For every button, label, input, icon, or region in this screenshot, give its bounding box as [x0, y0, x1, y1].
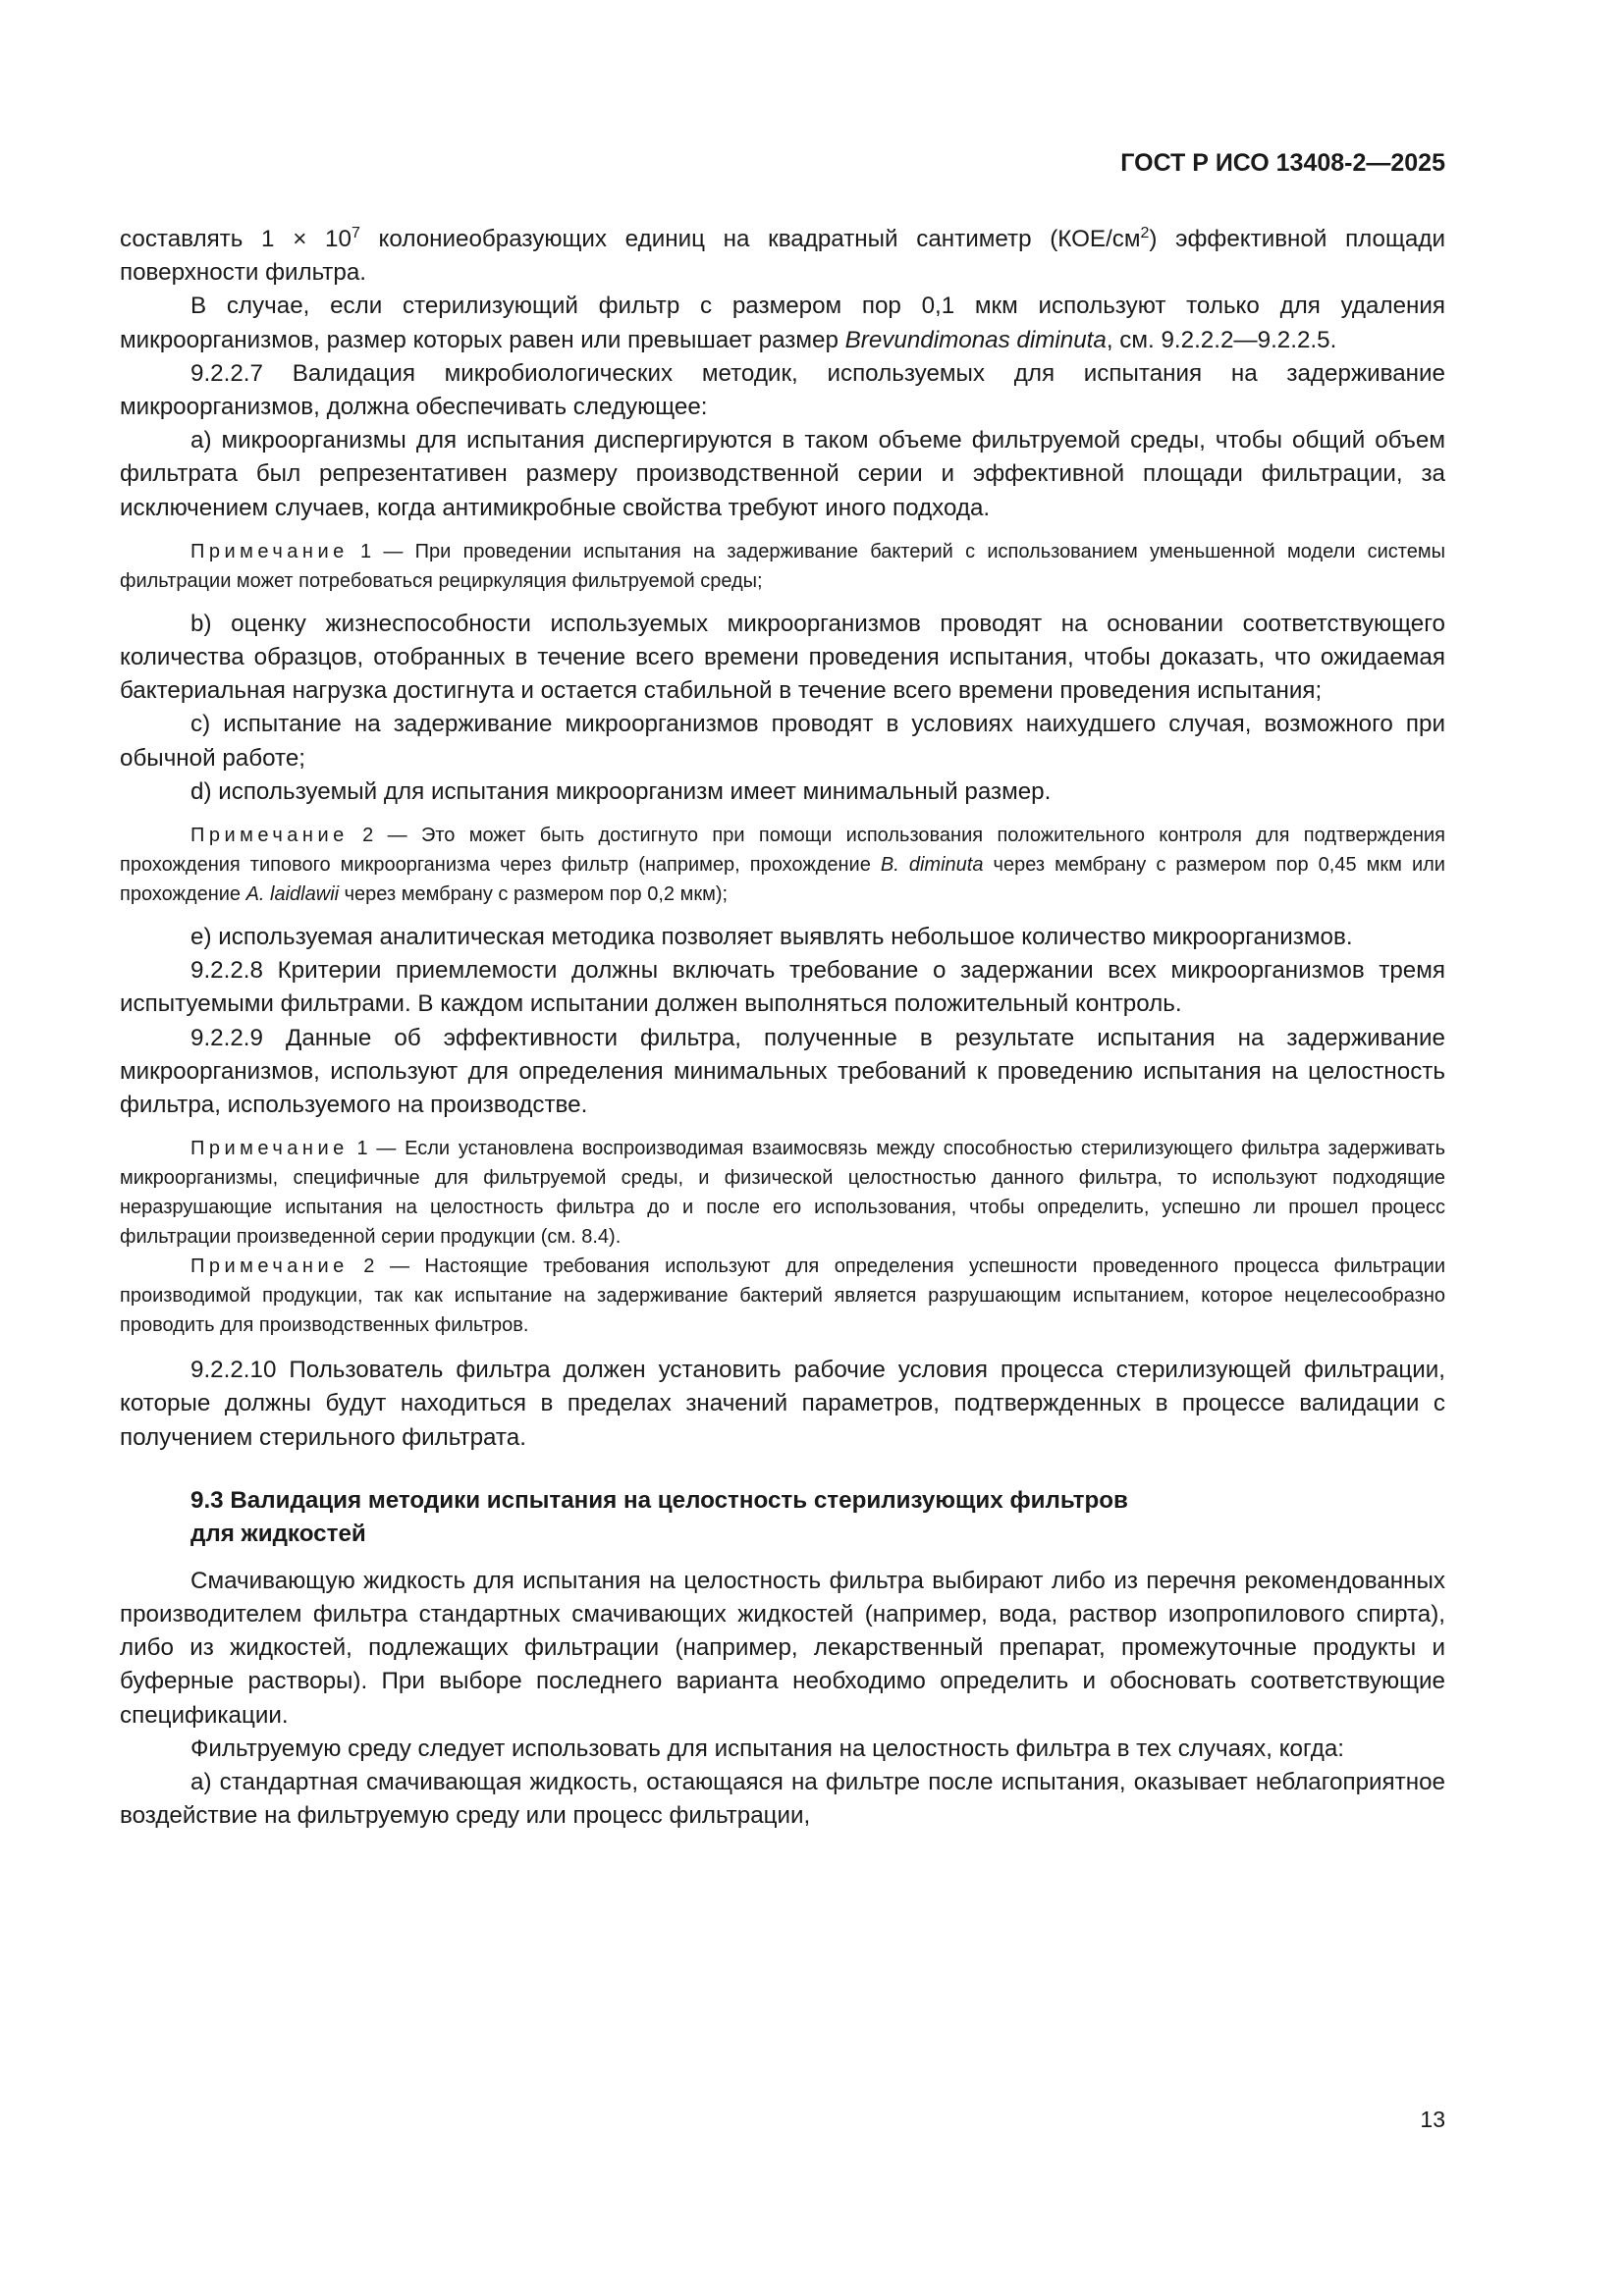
document-header: ГОСТ Р ИСО 13408-2—2025 [1120, 149, 1445, 177]
list-item-c: c) испытание на задерживание микроорганизмов проводят в условиях наихудшего случая, возможного при обычной работе; [120, 711, 1445, 772]
document-body [120, 223, 1445, 1834]
list-item-a: а) микроорганизмы для испытания диспергируются в таком объеме фильтруемой среды, чтобы общий объем фильтрата был репрезентативен размеру производственной серии и эффективной площади фильтрации, за исключением случаев, когда антимикробные свойства требуют иного подхода. [120, 427, 1445, 521]
list-item-e: e) используемая аналитическая методика позволяет выявлять небольшое количество микроорганизмов. [190, 924, 1353, 951]
note: Примечание 1 — Если установлена воспроизводимая взаимосвязь между способностью стерилизующего фильтра задерживать микроорганизмы, специфичные для фильтруемой среды, и физической целостностью данного фильтра, то используют подходящие неразрушающие испытания на целостность фильтра до и после его использования, чтобы определить, успешно ли прошел процесс фильтрации произведенной серии продукции (см. 8.4). [120, 1138, 1445, 1249]
clause-9-2-2-9: 9.2.2.9 Данные об эффективности фильтра, полученные в результате испытания на задерживание микроорганизмов, используют для определения минимальных требований к проведению испытания на целостность фильтра, используемого на производстве. [120, 1024, 1445, 1119]
clause-9-2-2-7: 9.2.2.7 Валидация микробиологических методик, используемых для испытания на задерживание микроорганизмов, должна обеспечивать следующее: [120, 359, 1445, 421]
list-item-d: d) используемый для испытания микроорганизм имеет минимальный размер. [190, 777, 1052, 805]
list-item-b: b) оценку жизнеспособности используемых микроорганизмов проводят на основании соответствующего количества образцов, отобранных в течение всего времени проведения испытания, чтобы доказать, что ожидаемая бактериальная нагрузка достигнута и остается стабильной в течение всего времени проведения испытания; [120, 610, 1445, 705]
note: Примечание 1 — При проведении испытания на задерживание бактерий с использованием уменьшенной модели системы фильтрации может потребоваться рециркуляция фильтруемой среды; [120, 540, 1445, 592]
note: Примечание 2 — Это может быть достигнуто при помощи использования положительного контроля для подтверждения прохождения типового микроорганизма через фильтр (например, прохождение B. diminuta через мембрану с размером пор 0,45 мкм или прохождение A. laidlawii через мембрану с размером пор 0,2 мкм); [120, 825, 1445, 906]
note: Примечание 2 — Настоящие требования используют для определения успешности проведенного процесса фильтрации производимой продукции, так как испытание на задерживание бактерий является разрушающим испытанием, которое нецелесообразно проводить для производственных фильтров. [120, 1255, 1445, 1337]
paragraph: составлять $1 \times 10^7$ колониеобразующих единиц на квадратный сантиметр $(КОЕ/см^2)$ эффективной площади поверхности фильтра. [120, 224, 1445, 287]
paragraph: Фильтруемую среду следует использовать для испытания на целостность фильтра в тех случаях, когда: [190, 1735, 1345, 1762]
section-heading: 9.3 Валидация методики испытания на целостность стерилизующих фильтров для жидкостей [190, 1486, 1128, 1547]
paragraph: Смачивающую жидкость для испытания на целостность фильтра выбирают либо из перечня рекомендованных производителем фильтра стандартных смачивающих жидкостей (например, вода, раствор изопропилового спирта), либо из жидкостей, подлежащих фильтрации (например, лекарственный препарат, промежуточные продукты и буферные растворы). При выборе последнего варианта необходимо определить и обосновать соответствующие спецификации. [120, 1567, 1445, 1729]
list-item-a: а) стандартная смачивающая жидкость, остающаяся на фильтре после испытания, оказывает неблагоприятное воздействие на фильтруемую среду или процесс фильтрации, [120, 1769, 1445, 1830]
paragraph: В случае, если стерилизующий фильтр с размером пор 0,1 мкм используют только для удаления микроорганизмов, размер которых равен или превышает размер Brevundimonas diminuta, см. 9.2.2.2—9.2.2.5. [120, 293, 1445, 353]
clause-9-2-2-8: 9.2.2.8 Критерии приемлемости должны включать требование о задержании всех микроорганизмов тремя испытуемыми фильтрами. В каждом испытании должен выполняться положительный контроль. [120, 957, 1445, 1018]
page-number: 13 [1420, 2107, 1445, 2132]
clause-9-2-2-10: 9.2.2.10 Пользователь фильтра должен установить рабочие условия процесса стерилизующей фильтрации, которые должны будут находиться в пределах значений параметров, подтвержденных в процессе валидации с получением стерильного фильтрата. [120, 1357, 1445, 1451]
